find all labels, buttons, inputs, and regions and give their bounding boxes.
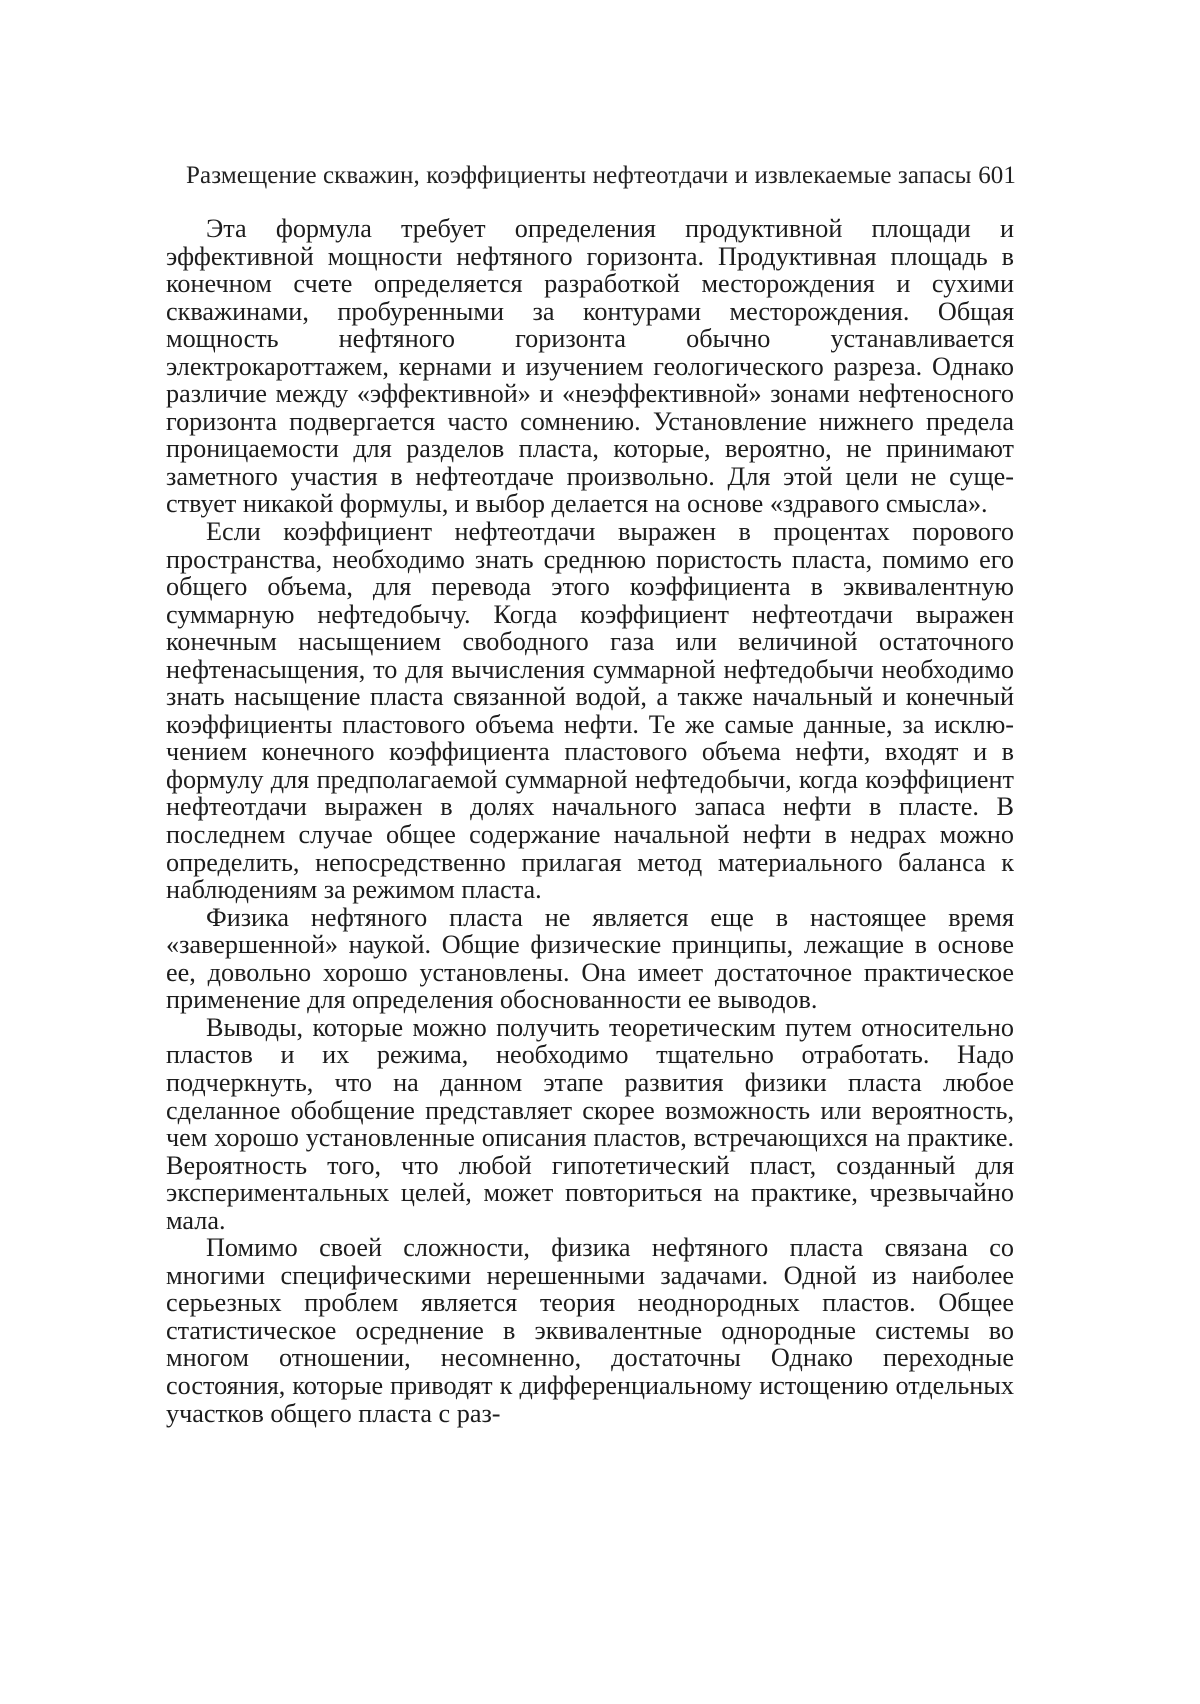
running-head	[186, 156, 1016, 196]
page-number: 601	[978, 156, 1016, 196]
paragraph-3: Физика нефтяного пласта не является еще в настоящее время «завершенной» наукой. Общие физические принципы, лежащие в основе ее, довольно хорошо установлены. Она имеет достаточ­ное практическое применение для определения обоснованности ее выводов.	[166, 904, 1014, 1014]
body-text	[166, 215, 1014, 1427]
paragraph-2: Если коэффициент нефтеотдачи выражен в процентах поро­вого пространства, необходимо знать среднюю пористость пла­ста, помимо его общего объема, для перевода этого коэффици­ента в эквивалентную суммарную нефтедобычу. Когда коэффи­циент нефтеотдачи выражен конечным насыщением свободного газа или величиной остаточного нефтенасыщения, то для вычис­ления суммарной нефтедобычи необходимо знать насыщение пла­ста связанной водой, а также начальный и конечный коэффици­енты пластового объема нефти. Те же самые данные, за исклю­чением конечного коэффициента пластового объема нефти, вхо­дят и в формулу для предполагаемой суммарной нефтедобычи, когда коэффициент нефтеотдачи выражен в долях начального запаса нефти в пласте. В последнем случае общее содержание начальной нефти в недрах можно определить, непосредственно прилагая метод материального баланса к наблюдениям за ре­жимом пласта.	[166, 518, 1014, 904]
book-page	[0, 0, 1200, 1704]
paragraph-1: Эта формула требует определения продуктивной площади и эффективной мощности нефтяного горизонта. Продуктивная пло­щадь в конечном счете определяется разработкой месторождения и сухими скважинами, пробуренными за контурами месторожде­ния. Общая мощность нефтяного горизонта обычно устанавли­вается электрокароттажем, кернами и изучением геологического разреза. Однако различие между «эффективной» и «неэффек­тивной» зонами нефтеносного горизонта подвергается часто сомнению. Установление нижнего предела проницаемости для разделов пласта, которые, вероятно, не принимают заметного участия в нефтеотдаче произвольно. Для этой цели не суще­ствует никакой формулы, и выбор делается на основе «здравого смысла».	[166, 215, 1014, 518]
paragraph-4: Выводы, которые можно получить теоретическим путем отно­сительно пластов и их режима, необходимо тщательно отрабо­тать. Надо подчеркнуть, что на данном этапе развития физики пласта любое сделанное обобщение представляет скорее возмож­ность или вероятность, чем хорошо установленные описания пла­стов, встречающихся на практике. Вероятность того, что любой гипотетический пласт, созданный для экспериментальных целей, может повториться на практике, чрезвычайно мала.	[166, 1014, 1014, 1234]
running-head-title: Размещение скважин, коэффициенты нефтеотдачи и извлекаемые запасы	[186, 156, 971, 196]
paragraph-5: Помимо своей сложности, физика нефтяного пласта связана со многими специфическими нерешенными задачами. Одной из наиболее серьезных проблем является теория неоднородных пла­стов. Общее статистическое осреднение в эквивалентные одно­родные системы во многом отношении, несомненно, достаточны Однако переходные состояния, которые приводят к дифференци­альному истощению отдельных участков общего пласта с раз-	[166, 1234, 1014, 1427]
